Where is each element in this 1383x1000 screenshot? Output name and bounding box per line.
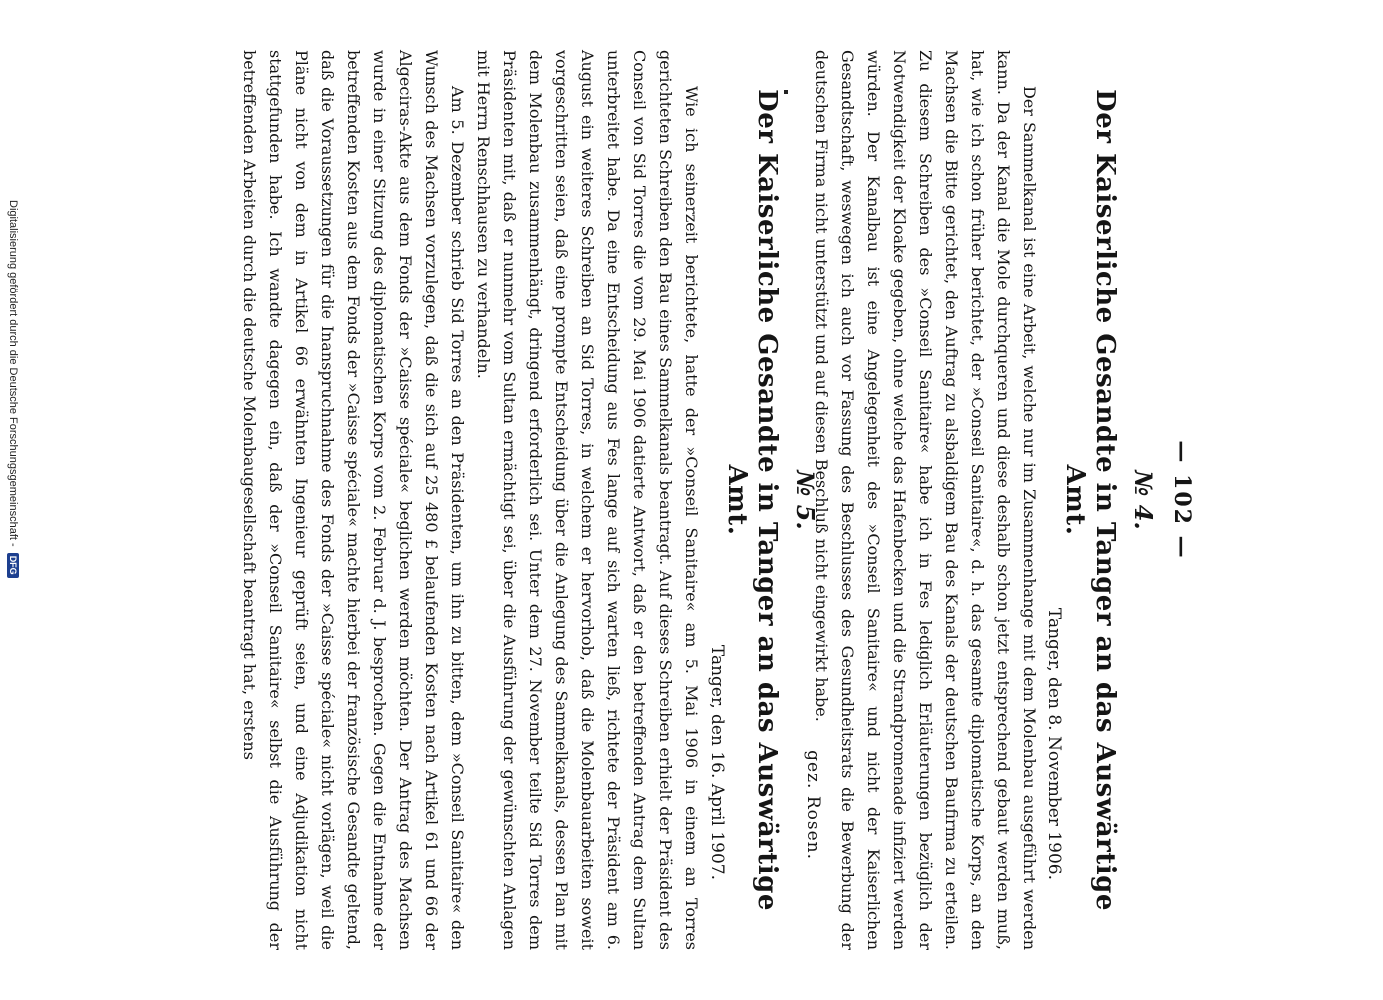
document-5-number: № 5. <box>791 470 820 530</box>
document-4-number: № 4. <box>1129 470 1158 530</box>
dfg-logo-icon: DFG <box>7 553 19 578</box>
document-5-paragraph-1: Wie ich seinerzeit berichtete, hatte der »Conseil Sanitaire« am 5. Mai 1906 in einem an Torres gerichteten Schreiben den Bau eines Sammelkanals beantragt. Auf dieses Schreiben erhielt der Präsident des Conseil von Sid Torres die vom 29. Mai 1906 datierte Antwort, daß er den betreffenden Antrag dem Sultan unterbreitet habe. Da eine Entscheidung aus Fes lange auf sich warten ließ, richtete der Präsident am 6. August ein weiteres Schreiben an Sid Torres, in welchem er hervorhob, daß die Molenbauarbeiten soweit vorgeschritten seien, daß eine prompte Entscheidung über die Anlegung des Sammelkanals, dessen Plan mit dem Molenbau zusammenhängt, dringend erforderlich sei. Unter dem 27. November teilte Sid Torres dem Präsidenten mit, daß er nunmehr vom Sultan ermächtigt sei, über die Ausführung der gewünschten Anlagen mit Herrn Renschhausen zu verhandeln. <box>474 50 701 950</box>
ink-mark <box>784 90 788 94</box>
document-4-heading: Der Kaiserliche Gesandte in Tanger an das Auswärtige Amt. <box>1060 89 1120 911</box>
credit-text: Digitalisierung gefördert durch die Deutsche Forschungsgemeinschaft - <box>7 200 19 547</box>
document-5-heading: Der Kaiserliche Gesandte in Tanger an das Auswärtige Amt. <box>722 89 782 911</box>
document-4-paragraph: Der Sammelkanal ist eine Arbeit, welche nur im Zusammenhange mit dem Molenbau ausgeführt werden kann. Da der Kanal die Mole durchqueren und diese deshalb schon jetzt entsprechend gebaut werden muß, hat, wie ich schon früher berichtet, der »Conseil Sanitaire«, d. h. das gesamte diplomatische Korps, an den Machsen die Bitte gerichtet, den Auftrag zu alsbaldigem Bau des Kanals der deutschen Baufirma zu erteilen. Zu diesem Schreiben des »Conseil Sanitaire« habe ich in Fes lediglich Erläuterungen bezüglich der Notwendigkeit der Kloake gegeben, ohne welche das Hafenbecken und die Strandpromenade infiziert werden würden. Der Kanalbau ist eine Angelegenheit des »Conseil Sanitaire« und nicht der Kaiserlichen Gesandtschaft, weswegen ich auch vor Fassung des Beschlusses des Gesundheitsrats die Bewerbung der deutschen Firma nicht unterstützt und auf diesen Beschluß nicht eingewirkt habe. <box>812 50 1039 950</box>
document-4-body <box>808 50 1042 950</box>
document-5-dateline: Tanger, den 16. April 1907. <box>707 644 727 880</box>
document-5-body <box>236 50 704 950</box>
document-page <box>100 50 1300 950</box>
document-4-dateline: Tanger, den 8. November 1906. <box>1044 607 1064 880</box>
document-4-signature: gez. Rosen. <box>803 750 823 860</box>
document-5-paragraph-2: Am 5. Dezember schrieb Sid Torres an den Präsidenten, um ihn zu bitten, dem »Conseil Sanitaire« den Wunsch des Machsen vorzulegen, daß die sich auf 25 480 £ belaufenden Kosten nach Artikel 61 und 66 der Algeciras-Akte aus dem Fonds der »Caisse spéciale« beglichen werden möchten. Der Antrag des Machsen wurde in einer Sitzung des diplomatischen Korps vom 2. Februar d. J. besprochen. Gegen die Entnahme der betreffenden Kosten aus dem Fonds der »Caisse spéciale« machte hierbei der französische Gesandte geltend, daß die Voraussetzungen für die Inanspruchnahme des Fonds der »Caisse spéciale« nicht vorlägen, weil die Pläne nicht von dem in Artikel 66 erwähnten Ingenieur geprüft seien, und eine Adjudikation nicht stattgefunden habe. Ich wandte dagegen ein, daß der »Conseil Sanitaire« selbst die Ausführung der betreffenden Arbeiten durch die deutsche Molenbaugesellschaft beantragt hat, erstens <box>240 50 467 950</box>
page-number: — 102 — <box>1169 440 1195 560</box>
